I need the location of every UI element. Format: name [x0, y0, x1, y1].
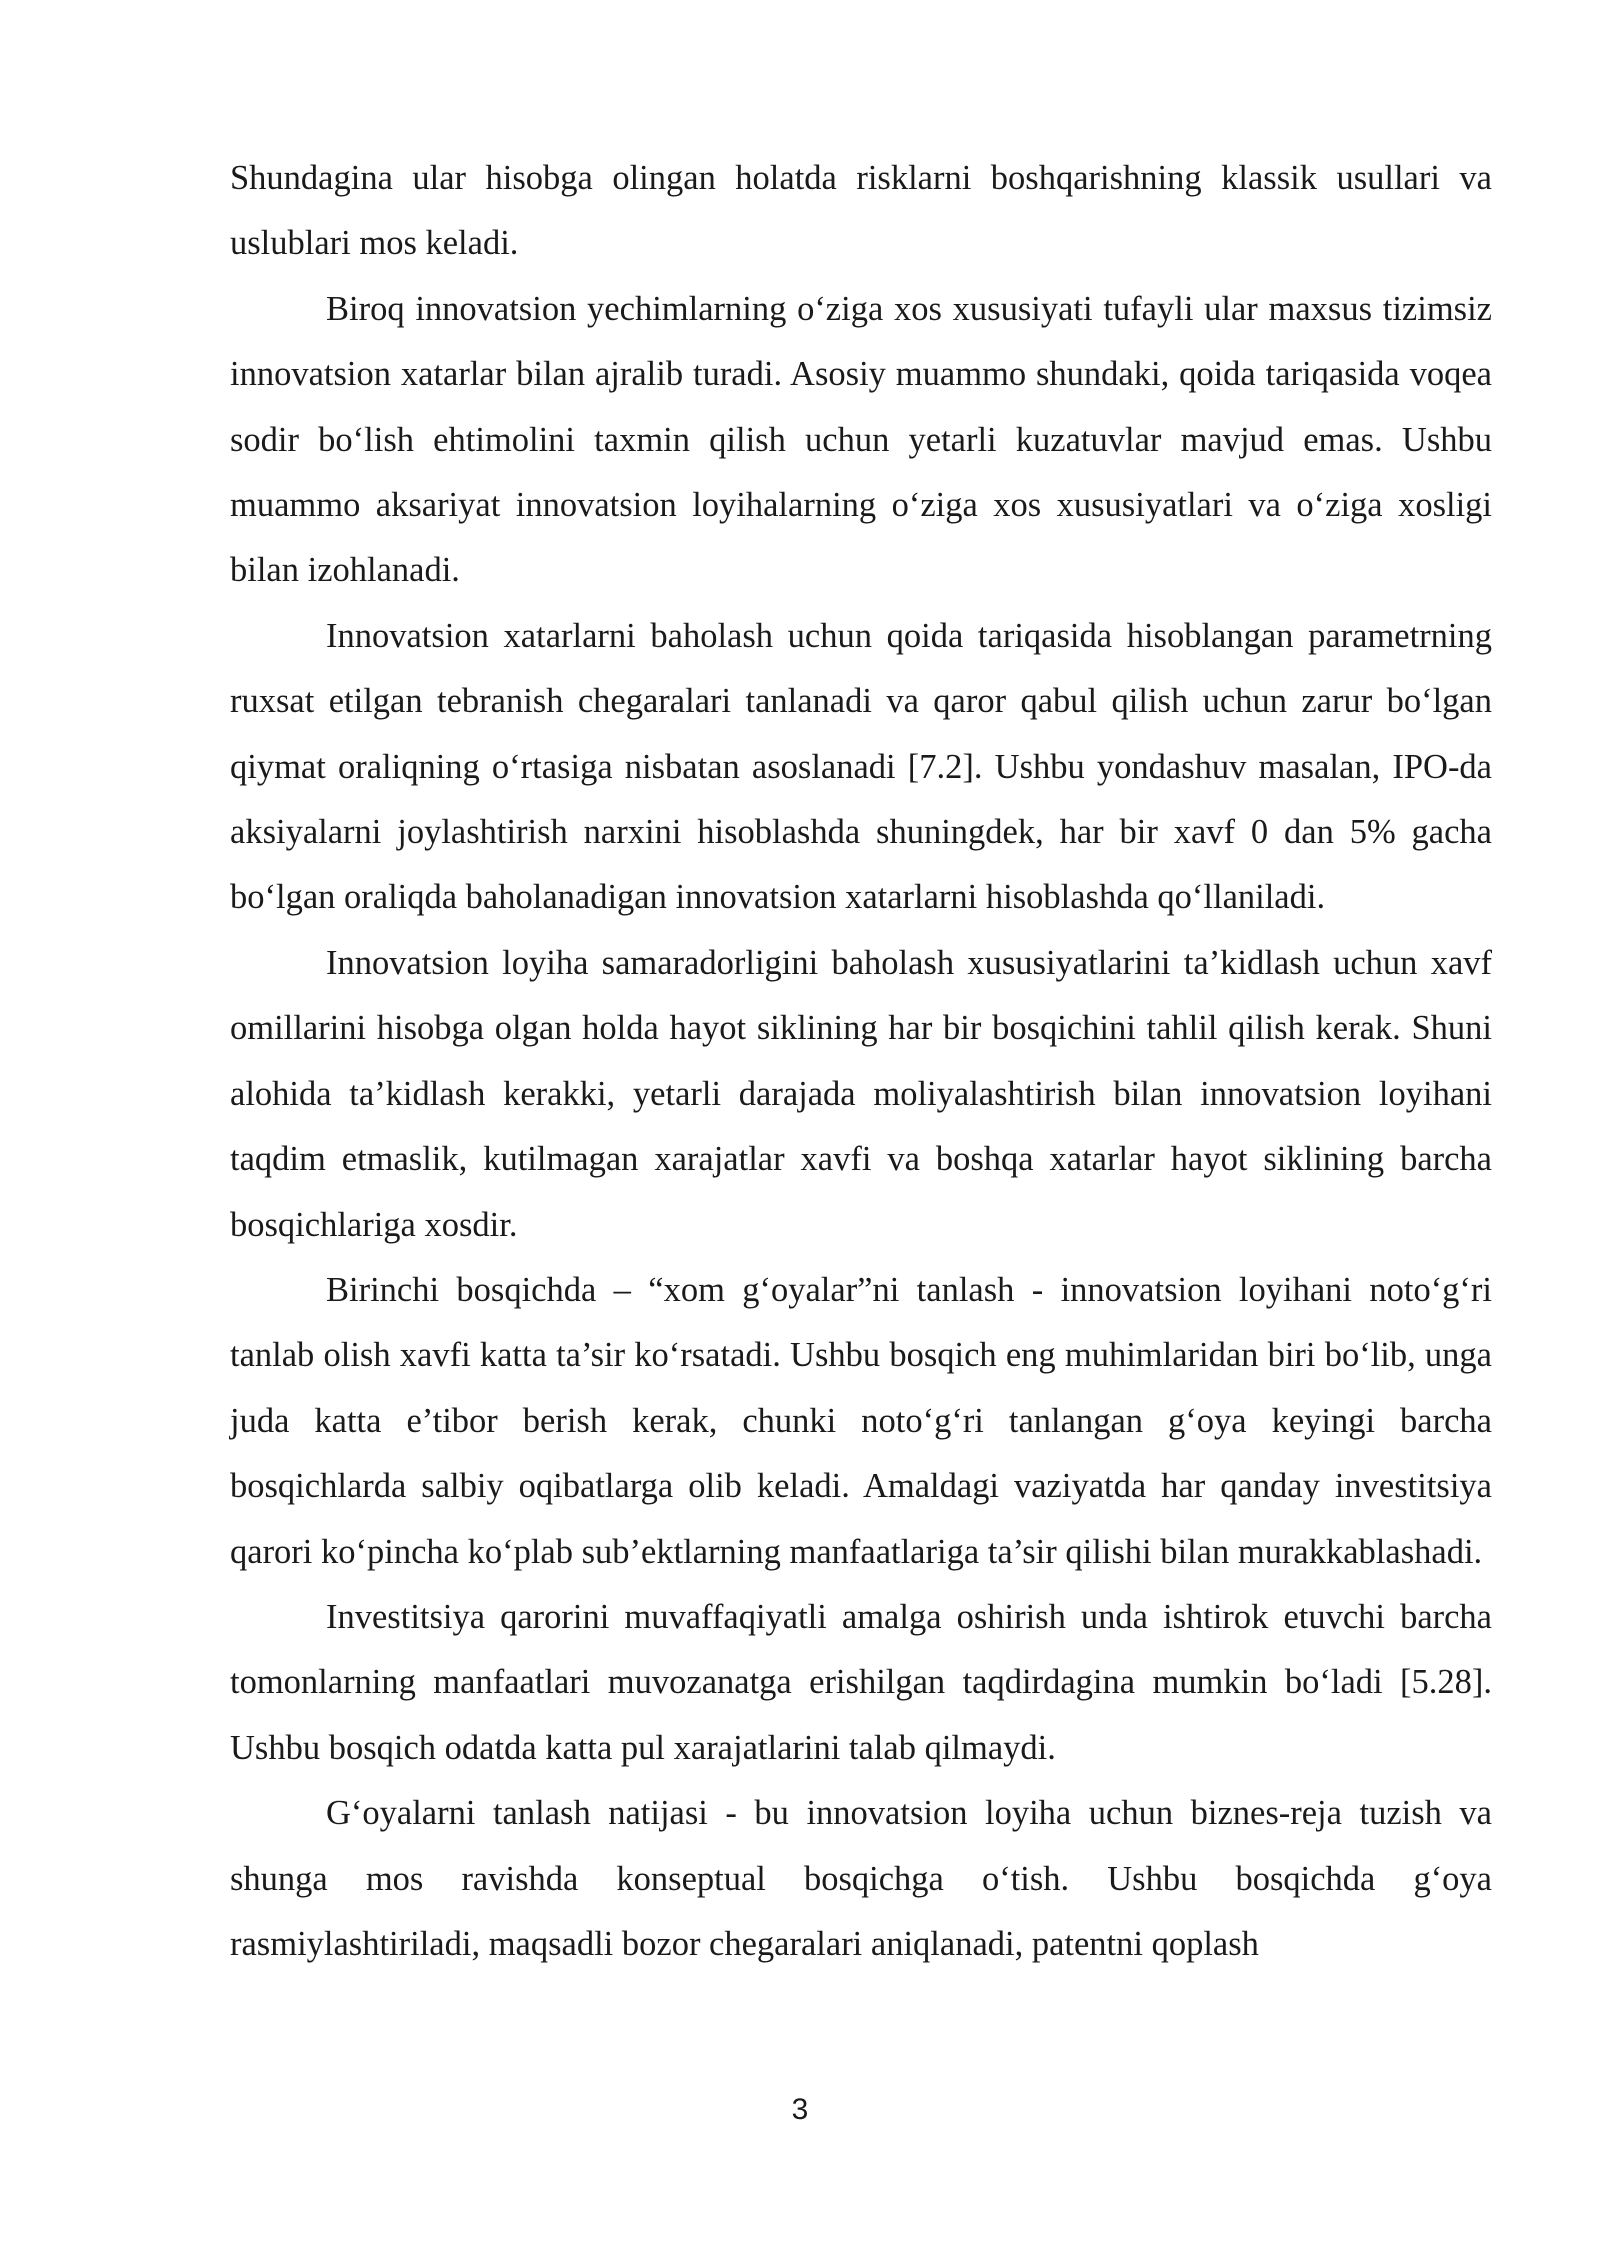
- paragraph-4: Innovatsion loyiha samaradorligini baholash xususiyatlarini ta’kidlash uchun xavf omillarini hisobga olgan holda hayot siklining har bir bosqichini tahlil qilish kerak. Shuni alohida ta’kidlash kerakki, yetarli darajada moliyalashtirish bilan innovatsion loyihani taqdim etmaslik, kutilmagan xarajatlar xavfi va boshqa xatarlar hayot siklining barcha bosqichlariga xosdir.: [230, 943, 1492, 1244]
- paragraph-6: Investitsiya qarorini muvaffaqiyatli amalga oshirish unda ishtirok etuvchi barcha tomonlarning manfaatlari muvozanatga erishilgan taqdirdagina mumkin bo‘ladi [5.28]. Ushbu bosqich odatda katta pul xarajatlarini talab qilmaydi.: [230, 1597, 1492, 1767]
- document-body: [230, 146, 1492, 1977]
- paragraph-1: Shundagina ular hisobga olingan holatda risklarni boshqarishning klassik usullari va uslublari mos keladi.: [230, 159, 1492, 263]
- paragraph-7: G‘oyalarni tanlash natijasi - bu innovatsion loyiha uchun biznes-reja tuzish va shunga mos ravishda konseptual bosqichga o‘tish. Ushbu bosqichda g‘oya rasmiylashtiriladi, maqsadli bozor chegaralari aniqlanadi, patentni qoplash: [230, 1794, 1492, 1963]
- paragraph-2: Biroq innovatsion yechimlarning o‘ziga xos xususiyati tufayli ular maxsus tizimsiz innovatsion xatarlar bilan ajralib turadi. Asosiy muammo shundaki, qoida tariqasida voqea sodir bo‘lish ehtimolini taxmin qilish uchun yetarli kuzatuvlar mavjud emas. Ushbu muammo aksariyat innovatsion loyihalarning o‘ziga xos xususiyatlari va o‘ziga xosligi bilan izohlanadi.: [230, 289, 1492, 590]
- page-number: 3: [791, 2093, 809, 2126]
- paragraph-5: Birinchi bosqichda – “xom g‘oyalar”ni tanlash - innovatsion loyihani noto‘g‘ri tanlab olish xavfi katta ta’sir ko‘rsatadi. Ushbu bosqich eng muhimlaridan biri bo‘lib, unga juda katta e’tibor berish kerak, chunki noto‘g‘ri tanlangan g‘oya keyingi barcha bosqichlarda salbiy oqibatlarga olib keladi. Amaldagi vaziyatda har qanday investitsiya qarori ko‘pincha ko‘plab sub’ektlarning manfaatlariga ta’sir qilishi bilan murakkablashadi.: [230, 1270, 1492, 1571]
- paragraph-3: Innovatsion xatarlarni baholash uchun qoida tariqasida hisoblangan parametrning ruxsat etilgan tebranish chegaralari tanlanadi va qaror qabul qilish uchun zarur bo‘lgan qiymat oraliqning o‘rtasiga nisbatan asoslanadi [7.2]. Ushbu yondashuv masalan, IPO-da aksiyalarni joylashtirish narxini hisoblashda shuningdek, har bir xavf 0 dan 5% gacha bo‘lgan oraliqda baholanadigan innovatsion xatarlarni hisoblashda qo‘llaniladi.: [230, 616, 1492, 917]
